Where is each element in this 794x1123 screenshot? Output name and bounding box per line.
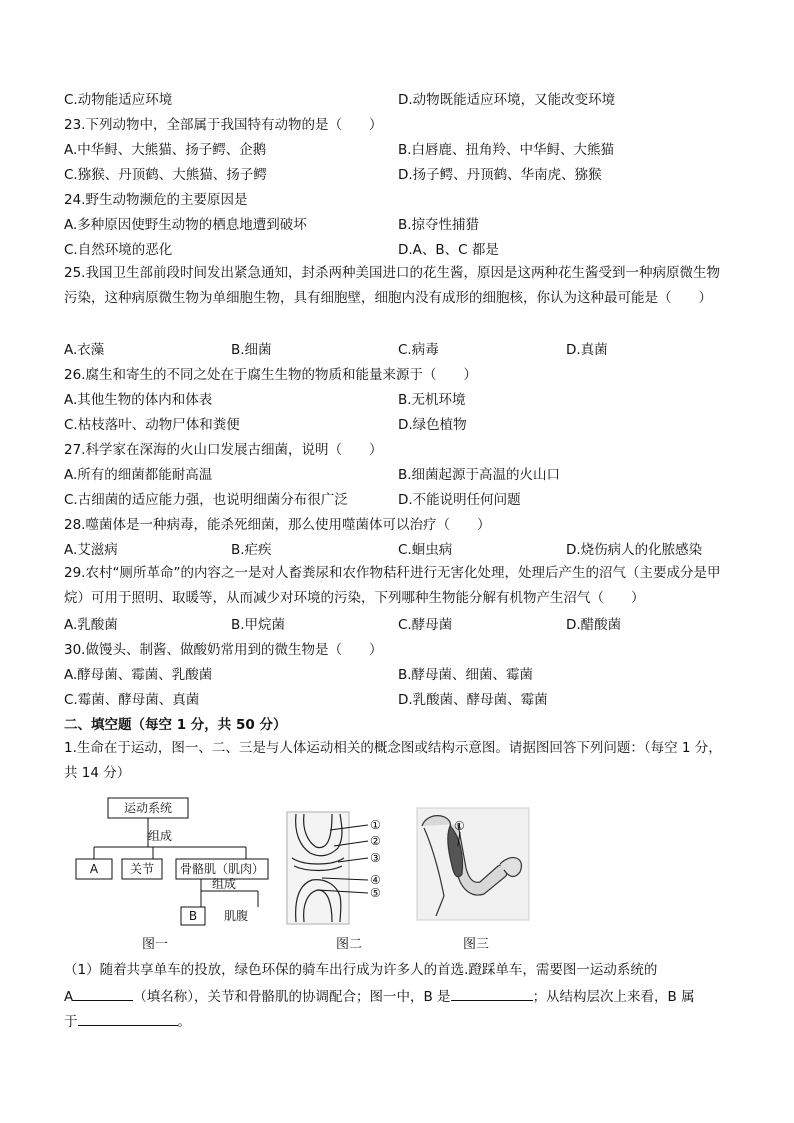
q22-option-c: C.动物能适应环境 bbox=[64, 92, 173, 108]
q28-option-c: C.蛔虫病 bbox=[398, 542, 453, 558]
fig1-belly-label: 肌腹 bbox=[224, 909, 249, 923]
q27-stem: 27.科学家在深海的火山口发展古细菌，说明（ ） bbox=[64, 442, 383, 458]
q24-stem: 24.野生动物濒危的主要原因是 bbox=[64, 192, 248, 208]
q29-option-b: B.甲烷菌 bbox=[231, 617, 286, 633]
fill1-q1-line3 bbox=[64, 1011, 191, 1031]
figure-2-joint-diagram bbox=[282, 808, 392, 956]
fig1-a-label: A bbox=[89, 862, 99, 876]
q29-option-d: D.醋酸菌 bbox=[566, 617, 622, 633]
q29-option-a: A.乳酸菌 bbox=[64, 617, 118, 633]
q24-option-c: C.自然环境的恶化 bbox=[64, 242, 173, 258]
q25-option-b: B.细菌 bbox=[231, 342, 272, 358]
q26-stem: 26.腐生和寄生的不同之处在于腐生生物的物质和能量来源于（ ） bbox=[64, 367, 477, 383]
q28-option-b: B.疟疾 bbox=[231, 542, 272, 558]
q25-option-d: D.真菌 bbox=[566, 342, 608, 358]
q23-option-c: C.猕猴、丹顶鹤、大熊猫、扬子鳄 bbox=[64, 167, 267, 183]
q24-option-b: B.掠夺性捕猎 bbox=[398, 217, 480, 233]
fig2-label-1: ① bbox=[370, 818, 381, 832]
q30-stem: 30.做馒头、制酱、做酸奶常用到的微生物是（ ） bbox=[64, 642, 383, 658]
fig1-muscle-label: 骨骼肌（肌肉） bbox=[179, 862, 265, 876]
q28-option-d: D.烧伤病人的化脓感染 bbox=[566, 542, 703, 558]
fill1-q1-period: 。 bbox=[177, 1014, 191, 1030]
q30-option-d: D.乳酸菌、酵母菌、霉菌 bbox=[398, 692, 548, 708]
fill1-q1-a-letter: A bbox=[64, 989, 74, 1005]
fill1-q1-line2 bbox=[64, 986, 695, 1006]
figure-3-arm-diagram bbox=[414, 806, 534, 956]
q25-option-c: C.病毒 bbox=[398, 342, 439, 358]
q23-option-a: A.中华鲟、大熊猫、扬子鳄、企鹅 bbox=[64, 142, 267, 158]
q25-option-a: A.衣藻 bbox=[64, 342, 105, 358]
answer-blank-b[interactable] bbox=[451, 986, 533, 1001]
q30-option-c: C.霉菌、酵母菌、真菌 bbox=[64, 692, 200, 708]
fig1-caption: 图一 bbox=[141, 937, 169, 952]
fig1-compose-label: 组成 bbox=[148, 829, 173, 843]
fill1-q1-line1: （1）随着共享单车的投放，绿色环保的骑车出行成为许多人的首选.蹬踩单车，需要图一运动系统的 bbox=[64, 962, 658, 978]
fig1-joint-label: 关节 bbox=[129, 862, 155, 876]
fig2-label-4: ④ bbox=[370, 873, 381, 887]
q24-option-d: D.A、B、C 都是 bbox=[398, 242, 499, 258]
q23-stem: 23.下列动物中，全部属于我国特有动物的是（ ） bbox=[64, 117, 383, 133]
fig1-root-label: 运动系统 bbox=[123, 801, 173, 815]
q26-option-b: B.无机环境 bbox=[398, 392, 466, 408]
fig3-caption: 图三 bbox=[462, 937, 490, 952]
q26-option-a: A.其他生物的体内和体表 bbox=[64, 392, 213, 408]
q28-option-a: A.艾滋病 bbox=[64, 542, 118, 558]
answer-blank-a[interactable] bbox=[73, 986, 133, 1001]
q27-option-c: C.古细菌的适应能力强，也说明细菌分布很广泛 bbox=[64, 492, 348, 508]
q27-option-b: B.细菌起源于高温的火山口 bbox=[398, 467, 561, 483]
fig2-caption: 图二 bbox=[335, 937, 363, 952]
fill1-q1-text-yu: 于 bbox=[64, 1014, 78, 1030]
q24-option-a: A.多种原因使野生动物的栖息地遭到破坏 bbox=[64, 217, 307, 233]
fig2-label-5: ⑤ bbox=[370, 886, 381, 900]
q29-stem: 29.农村“厕所革命”的内容之一是对人畜粪尿和农作物秸秆进行无害化处理，处理后产生的沼气（主要成分是甲烷）可用于照明、取暖等，从而减少对环境的污染，下列哪种生物能分解有机物产生沼气（ ） bbox=[64, 565, 721, 606]
fig3-label-1: ① bbox=[454, 819, 465, 833]
fill1-q1-text-mid: （填名称），关节和骨骼肌的协调配合；图一中，B 是 bbox=[133, 989, 451, 1005]
figure-1-concept-map bbox=[70, 795, 280, 955]
q28-stem: 28.噬菌体是一种病毒，能杀死细菌，那么使用噬菌体可以治疗（ ） bbox=[64, 517, 491, 533]
fig1-compose2-label: 组成 bbox=[212, 877, 237, 891]
fig1-b-label: B bbox=[188, 909, 198, 923]
answer-blank-c[interactable] bbox=[78, 1011, 178, 1026]
q26-option-c: C.枯枝落叶、动物尸体和粪便 bbox=[64, 417, 240, 433]
fill1-stem: 1.生命在于运动，图一、二、三是与人体运动相关的概念图或结构示意图。请据图回答下列问题：（每空 1 分，共 14 分） bbox=[64, 740, 722, 781]
q27-option-a: A.所有的细菌都能耐高温 bbox=[64, 467, 213, 483]
section-title: 二、填空题（每空 1 分，共 50 分） bbox=[64, 717, 287, 733]
q22-option-d: D.动物既能适应环境，又能改变环境 bbox=[398, 92, 616, 108]
q26-option-d: D.绿色植物 bbox=[398, 417, 467, 433]
q23-option-d: D.扬子鳄、丹顶鹤、华南虎、猕猴 bbox=[398, 167, 602, 183]
q30-option-b: B.酵母菌、细菌、霉菌 bbox=[398, 667, 534, 683]
q23-option-b: B.白唇鹿、扭角羚、中华鲟、大熊猫 bbox=[398, 142, 615, 158]
q30-option-a: A.酵母菌、霉菌、乳酸菌 bbox=[64, 667, 213, 683]
fill1-q1-text-end: ；从结构层次上来看，B 属 bbox=[532, 989, 695, 1005]
q27-option-d: D.不能说明任何问题 bbox=[398, 492, 521, 508]
q29-option-c: C.酵母菌 bbox=[398, 617, 453, 633]
fig2-label-2: ② bbox=[370, 834, 381, 848]
q25-stem: 25.我国卫生部前段时间发出紧急通知，封杀两种美国进口的花生酱，原因是这两种花生酱受到一种病原微生物污染，这种病原微生物为单细胞生物，具有细胞壁，细胞内没有成形的细胞核，你认为这种最可能是（ ） bbox=[64, 265, 720, 306]
fig2-label-3: ③ bbox=[370, 851, 381, 865]
